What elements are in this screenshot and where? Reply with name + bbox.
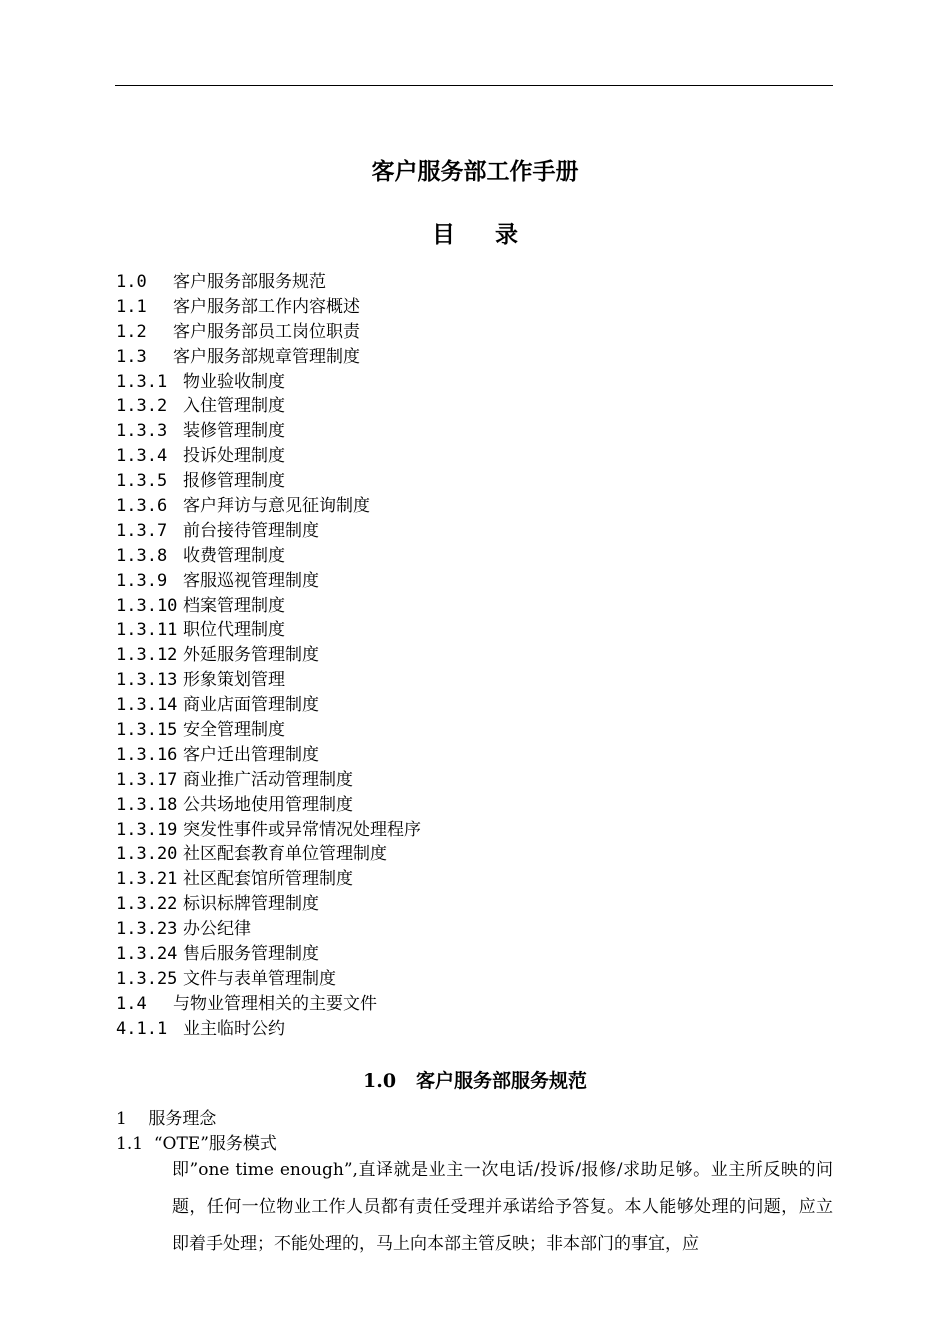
toc-item[interactable] [116,494,421,519]
toc-item-label: 文件与表单管理制度 [183,968,336,989]
toc-item-number: 1.3.9 [116,570,168,591]
toc-item[interactable] [116,618,421,643]
toc-item-label: 商业推广活动管理制度 [183,769,353,790]
toc-item-label: 客户服务部员工岗位职责 [173,321,360,342]
section-heading: 1.0 客户服务部服务规范 [363,1070,587,1092]
toc-item-number: 1.4 [116,993,147,1014]
toc-item[interactable] [116,544,421,569]
body-paragraph: 即”one time enough”,直译就是业主一次电话/投诉/报修/求助足够。业主所反映的问题，任何一位物业工作人员都有责任受理并承诺给予答复。本人能够处理的问题，应立即着手处理；不能处理的，马上向本部主管反映；非本部门的事宜，应 [172,1160,833,1254]
toc-item[interactable] [116,370,421,395]
toc-item-label: 投诉处理制度 [183,446,285,467]
toc-item[interactable] [116,569,421,594]
toc-item-number: 1.3.12 [116,645,178,666]
toc-heading [0,216,950,249]
toc-item-label: 商业店面管理制度 [183,695,319,716]
toc-item-number: 1.3.25 [116,968,178,989]
toc-item-number: 1.3.21 [116,869,178,890]
toc-item-label: 公共场地使用管理制度 [183,794,353,815]
toc-item-number: 1.3.7 [116,520,168,541]
toc-item-number: 1.3.20 [116,844,178,865]
toc-item-number: 1.3.15 [116,720,178,741]
toc-item-number: 1.1 [116,296,147,317]
toc-item-label: 售后服务管理制度 [183,944,319,965]
toc-item[interactable] [116,967,421,992]
toc-item-number: 1.3.18 [116,794,178,815]
toc-item[interactable] [116,867,421,892]
toc-item-label: 报修管理制度 [183,471,285,492]
toc-item-label: 客服巡视管理制度 [183,570,319,591]
toc-item-label: 客户拜访与意见征询制度 [183,496,370,517]
toc-item-label: 收费管理制度 [183,545,285,566]
toc-item-label: 客户服务部规章管理制度 [173,346,360,367]
toc-item[interactable] [116,419,421,444]
toc-item[interactable] [116,345,421,370]
toc-item-label: 办公纪律 [183,919,251,940]
toc-item-label: 业主临时公约 [183,1018,285,1039]
toc-item-number: 1.3.22 [116,894,178,915]
toc-item[interactable] [116,270,421,295]
toc-item-label: 与物业管理相关的主要文件 [173,993,377,1014]
toc-item-number: 1.3.5 [116,471,168,492]
toc-item-number: 1.3.24 [116,944,178,965]
toc-item[interactable] [116,793,421,818]
toc-item-label: 装修管理制度 [183,421,285,442]
toc-item-label: 社区配套教育单位管理制度 [183,844,387,865]
toc-item[interactable] [116,917,421,942]
toc-item-number: 1.3.8 [116,545,168,566]
toc-item-label: 职位代理制度 [183,620,285,641]
toc-item-label: 标识标牌管理制度 [183,894,319,915]
toc-item-number: 1.3.3 [116,421,168,442]
subheading-ote-model: 1.1 “OTE”服务模式 [116,1134,277,1154]
toc-item-number: 1.3.1 [116,371,168,392]
document-title: 客户服务部工作手册 [371,158,579,185]
toc-item[interactable] [116,295,421,320]
toc-item-label: 入住管理制度 [183,396,285,417]
toc-item[interactable] [116,320,421,345]
toc-item-label: 客户服务部工作内容概述 [173,296,360,317]
toc-item[interactable] [116,818,421,843]
toc-item[interactable] [116,594,421,619]
toc-item[interactable] [116,743,421,768]
toc-item-label: 社区配套馆所管理制度 [183,869,353,890]
toc-item[interactable] [116,668,421,693]
toc-item-number: 1.3.19 [116,819,178,840]
toc-item-number: 1.3.10 [116,595,178,616]
toc-item[interactable] [116,1017,421,1042]
toc-item[interactable] [116,643,421,668]
toc-item-number: 1.3.13 [116,670,178,691]
toc-item-label: 档案管理制度 [183,595,285,616]
toc-item[interactable] [116,519,421,544]
toc-item-number: 1.3.17 [116,769,178,790]
toc-item[interactable] [116,992,421,1017]
toc-item[interactable] [116,444,421,469]
toc-item-number: 1.3.16 [116,744,178,765]
toc-item[interactable] [116,693,421,718]
toc-heading-right: 录 [495,221,518,248]
header-rule [115,85,833,86]
toc-item[interactable] [116,718,421,743]
toc-item[interactable] [116,768,421,793]
toc-heading-left: 目 [432,221,455,248]
toc-item-label: 物业验收制度 [183,371,285,392]
toc-item-number: 1.3.6 [116,496,168,517]
toc-item-number: 1.3.23 [116,919,178,940]
toc-item-number: 1.3.11 [116,620,178,641]
toc-item-number: 1.3 [116,346,147,367]
toc-item[interactable] [116,842,421,867]
toc-item[interactable] [116,394,421,419]
toc-item-number: 1.3.14 [116,695,178,716]
toc-item-label: 客户迁出管理制度 [183,744,319,765]
toc-item-label: 客户服务部服务规范 [173,272,326,292]
table-of-contents [116,270,421,1042]
toc-item-label: 外延服务管理制度 [183,645,319,666]
toc-item-number: 4.1.1 [116,1018,168,1039]
toc-item-number: 1.3.2 [116,396,168,417]
toc-item-number: 1.3.4 [116,446,168,467]
subheading-service-concept: 1 服务理念 [116,1109,217,1129]
toc-item[interactable] [116,892,421,917]
toc-item-label: 前台接待管理制度 [183,520,319,541]
toc-item-label: 安全管理制度 [183,720,285,741]
toc-item[interactable] [116,469,421,494]
toc-item-label: 突发性事件或异常情况处理程序 [183,819,421,840]
toc-item[interactable] [116,942,421,967]
toc-item-number: 1.2 [116,321,147,342]
toc-item-label: 形象策划管理 [183,670,285,691]
toc-item-number: 1.0 [116,272,147,292]
